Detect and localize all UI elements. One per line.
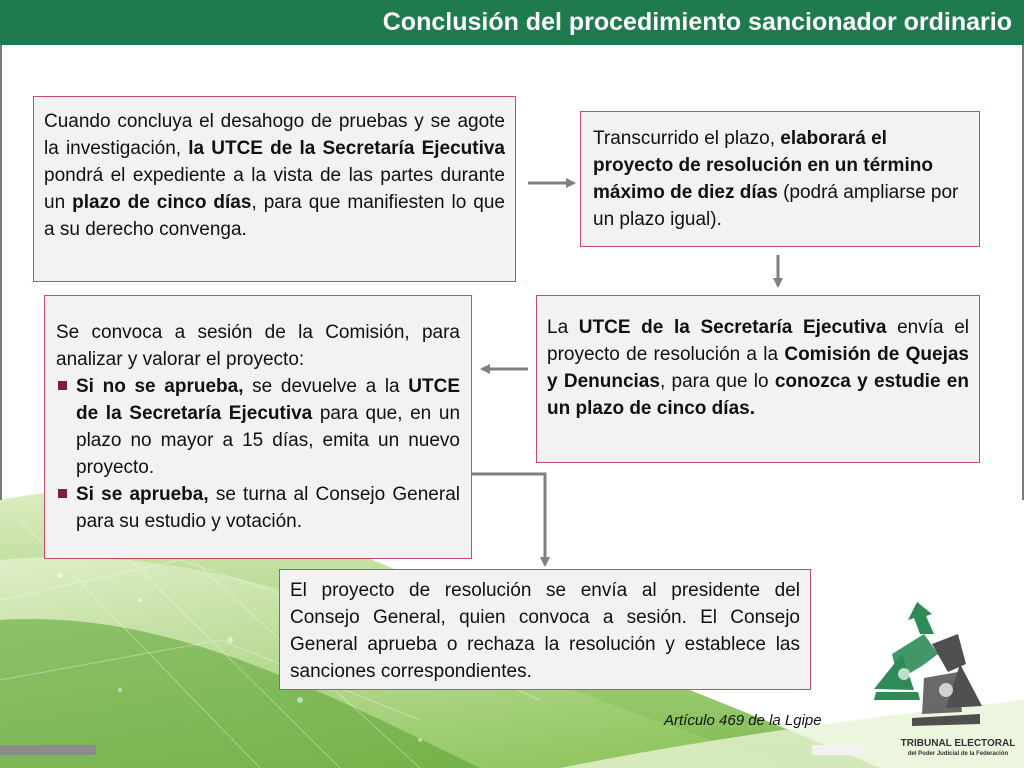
text-run: se turna al Consejo General para su estudio y votación. (76, 484, 460, 532)
logo-subtitle: del Poder Judicial de la Federación (907, 751, 1009, 757)
outcome-list (56, 373, 460, 535)
bold-text-run: Si no se aprueba, (76, 376, 244, 397)
decorative-bar (812, 745, 864, 755)
text-run: envía el proyecto de resolución a la (547, 317, 969, 365)
page-title: Conclusión del procedimiento sancionador ordinario (382, 8, 1012, 36)
bold-text-run: plazo de cinco días (72, 192, 252, 213)
text-run: pondrá el expediente a la vista de las partes durante un (44, 165, 505, 213)
decorative-bar (0, 745, 96, 755)
left-frame-line (0, 45, 2, 500)
bold-text-run: Comisión de Quejas y Denuncias (547, 344, 969, 392)
bold-text-run: la UTCE de la Secretaría Ejecutiva (188, 138, 506, 159)
step-box-general-council (279, 569, 811, 690)
step-text (44, 108, 505, 243)
bold-text-run: UTCE de la Secretaría Ejecutiva (578, 317, 887, 338)
logo-name: TRIBUNAL ELECTORAL (900, 738, 1016, 749)
step-text (593, 125, 967, 233)
bold-text-run: Si se aprueba, (76, 484, 209, 505)
outcome-text (76, 484, 460, 532)
step-box-commission-session (44, 295, 472, 559)
text-run: (podrá ampliarse por un plazo igual). (593, 182, 959, 230)
text-run: , para que lo (659, 371, 775, 392)
step-text (290, 577, 800, 685)
step-intro-text: Se convoca a sesión de la Comisión, para analizar y valorar el proyecto: (56, 322, 460, 370)
bold-text-run: conozca y estudie en un plazo de cinco días. (547, 371, 969, 419)
text-run: , para que manifiesten lo que a su derecho convenga. (44, 192, 505, 240)
step-box-evidence-review (33, 96, 516, 282)
text-run: se devuelve a la (243, 376, 409, 397)
bold-text-run: UTCE de la Secretaría Ejecutiva (76, 376, 461, 424)
text-run: para que, en un plazo no mayor a 15 días, emita un nuevo proyecto. (76, 403, 461, 478)
outcome-text (76, 376, 460, 478)
text-run: El proyecto de resolución se envía al presidente del Consejo General, quien convoca a sesión. El Consejo General aprueba o rechaza la resolución y establece las sanciones correspondientes. (290, 580, 800, 682)
text-run: Transcurrido el plazo, (593, 128, 781, 149)
text-run: Cuando concluya el desahogo de pruebas y se agote la investigación, (44, 111, 505, 159)
bullet-square-icon (58, 489, 67, 498)
step-box-draft-resolution (580, 111, 980, 247)
outcome-list-item (56, 481, 460, 535)
outcome-list-item (56, 373, 460, 481)
article-reference: Artículo 469 de la Lgipe (664, 712, 822, 729)
header-bar (0, 0, 1024, 45)
bold-text-run: elaborará el proyecto de resolución en un término máximo de diez días (593, 128, 933, 203)
bullet-square-icon (58, 381, 67, 390)
text-run: La (547, 317, 579, 338)
step-text (547, 314, 969, 422)
step-box-send-to-commission (536, 295, 980, 463)
